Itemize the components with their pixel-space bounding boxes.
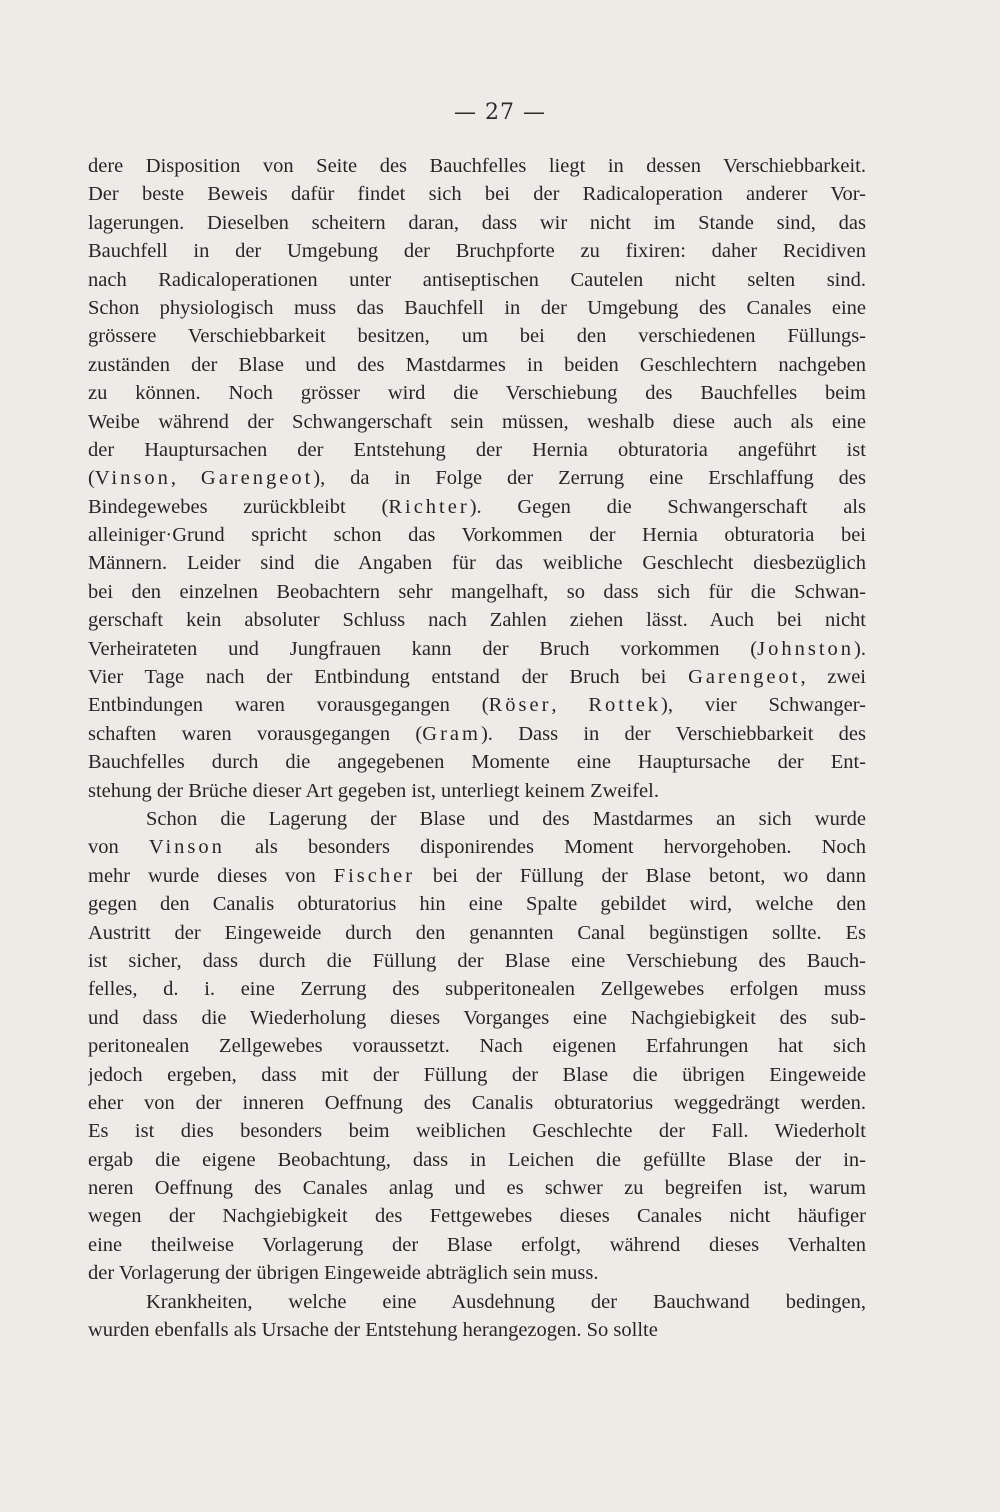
text-line: dere Disposition von Seite des Bauchfelles liegt in dessen Verschiebbarkeit. (88, 155, 866, 177)
text-line: Bauchfell in der Umgebung der Bruchpforte zu fixiren: daher Recidiven (88, 240, 866, 263)
text-line: nach Radicaloperationen unter antiseptischen Cautelen nicht selten sind. (88, 268, 866, 291)
text-line: Schon physiologisch muss das Bauchfell in der Umgebung des Canales eine (88, 296, 866, 319)
text-line: wurden ebenfalls als Ursache der Entstehung herangezogen. So sollte (88, 1319, 658, 1342)
text-line: Entbindungen waren vorausgegangen (Röser, Rottek), vier Schwanger- (88, 694, 866, 717)
text-line: neren Oeffnung des Canales anlag und es schwer zu begreifen ist, warum (88, 1177, 866, 1200)
body-text (88, 152, 866, 1344)
page-number: — 27 — (454, 100, 546, 125)
text-line: eine theilweise Vorlagerung der Blase erfolgt, während dieses Verhalten (88, 1233, 866, 1256)
text-line: Austritt der Eingeweide durch den genannten Canal begünstigen sollte. Es (88, 921, 866, 944)
paragraph (88, 805, 866, 1288)
text-line: zu können. Noch grösser wird die Verschiebung des Bauchfelles beim (88, 382, 866, 405)
text-line: der Vorlagerung der übrigen Eingeweide abträglich sein muss. (88, 1262, 599, 1285)
paragraph (88, 152, 866, 805)
text-line: wegen der Nachgiebigkeit des Fettgewebes dieses Canales nicht häufiger (88, 1205, 866, 1228)
text-line: und dass die Wiederholung dieses Vorganges eine Nachgiebigkeit des sub- (88, 1006, 866, 1029)
text-line: (Vinson, Garengeot), da in Folge der Zerrung eine Erschlaffung des (88, 467, 866, 490)
text-line: Es ist dies besonders beim weiblichen Geschlechte der Fall. Wiederholt (88, 1120, 866, 1143)
text-line: Schon die Lagerung der Blase und des Mastdarmes an sich wurde (146, 807, 866, 830)
text-line: mehr wurde dieses von Fischer bei der Füllung der Blase betont, wo dann (88, 864, 866, 887)
text-line: Krankheiten, welche eine Ausdehnung der Bauchwand bedingen, (146, 1290, 866, 1313)
text-line: Vier Tage nach der Entbindung entstand der Bruch bei Garengeot, zwei (88, 666, 866, 689)
text-line: schaften waren vorausgegangen (Gram). Dass in der Verschiebbarkeit des (88, 722, 866, 745)
text-line: eher von der inneren Oeffnung des Canalis obturatorius weggedrängt werden. (88, 1091, 866, 1114)
text-line: Bindegewebes zurückbleibt (Richter). Gegen die Schwangerschaft als (88, 495, 866, 518)
text-line: jedoch ergeben, dass mit der Füllung der Blase die übrigen Eingeweide (88, 1063, 866, 1086)
text-line: Männern. Leider sind die Angaben für das weibliche Geschlecht diesbezüglich (88, 552, 866, 575)
text-line: von Vinson als besonders disponirendes Moment hervorgehoben. Noch (88, 836, 866, 859)
text-line: Bauchfelles durch die angegebenen Momente eine Hauptursache der Ent- (88, 751, 866, 774)
text-line: ist sicher, dass durch die Füllung der Blase eine Verschiebung des Bauch- (88, 949, 866, 972)
text-line: gerschaft kein absoluter Schluss nach Zahlen ziehen lässt. Auch bei nicht (88, 609, 866, 632)
text-line: ergab die eigene Beobachtung, dass in Leichen die gefüllte Blase der in- (88, 1148, 866, 1171)
text-line: alleiniger·Grund spricht schon das Vorkommen der Hernia obturatoria bei (88, 524, 866, 547)
text-line: Der beste Beweis dafür findet sich bei der Radicaloperation anderer Vor- (88, 183, 866, 206)
text-line: lagerungen. Dieselben scheitern daran, dass wir nicht im Stande sind, das (88, 211, 866, 234)
text-line: felles, d. i. eine Zerrung des subperitonealen Zellgewebes erfolgen muss (88, 978, 866, 1001)
text-line: der Hauptursachen der Entstehung der Hernia obturatoria angeführt ist (88, 438, 866, 461)
text-line: peritonealen Zellgewebes voraussetzt. Nach eigenen Erfahrungen hat sich (88, 1035, 866, 1058)
text-line: stehung der Brüche dieser Art gegeben ist, unterliegt keinem Zweifel. (88, 779, 659, 802)
text-line: grössere Verschiebbarkeit besitzen, um bei den verschiedenen Füllungs- (88, 325, 866, 348)
paragraph (88, 1288, 866, 1345)
text-line: Verheirateten und Jungfrauen kann der Bruch vorkommen (Johnston). (88, 637, 866, 660)
text-line: Weibe während der Schwangerschaft sein müssen, weshalb diese auch als eine (88, 410, 866, 433)
text-line: gegen den Canalis obturatorius hin eine Spalte gebildet wird, welche den (88, 893, 866, 916)
text-line: bei den einzelnen Beobachtern sehr mangelhaft, so dass sich für die Schwan- (88, 580, 866, 603)
text-line: zuständen der Blase und des Mastdarmes in beiden Geschlechtern nachgeben (88, 353, 866, 376)
